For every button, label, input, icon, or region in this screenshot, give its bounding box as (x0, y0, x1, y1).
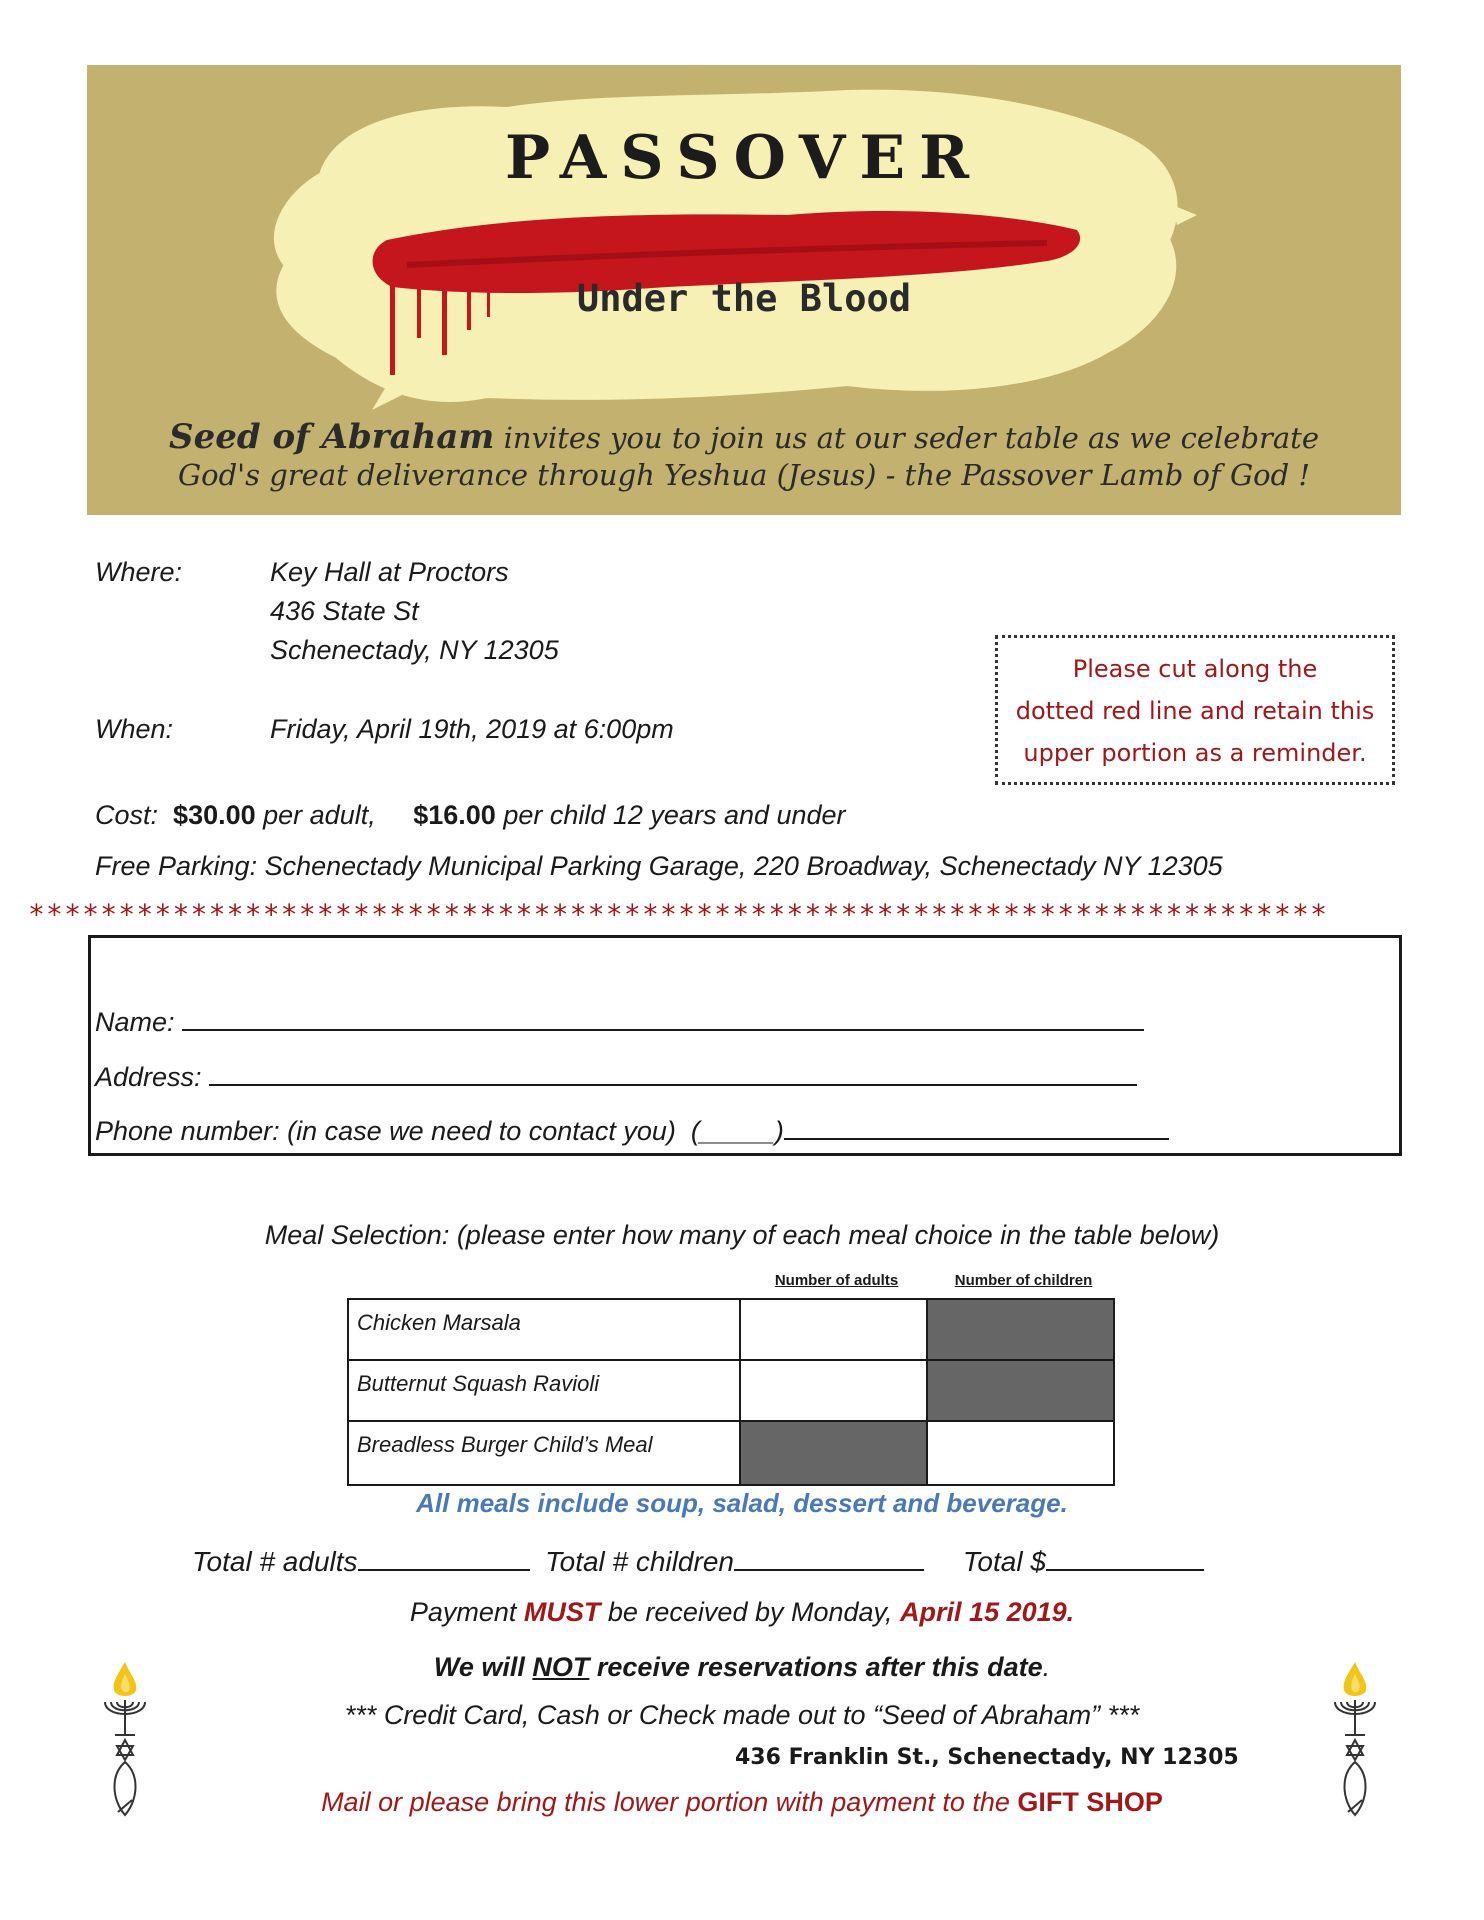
banner-title: PASSOVER (504, 123, 983, 193)
deadline-period: . (1042, 1652, 1051, 1682)
total-children-field[interactable] (734, 1543, 924, 1571)
payment-deadline (0, 1597, 1484, 1628)
messianic-seal-icon (100, 1660, 150, 1820)
no-late-reservations (0, 1652, 1484, 1683)
meal-name: Breadless Burger Child’s Meal (348, 1421, 740, 1485)
cut-note-line-3: upper portion as a reminder. (1023, 739, 1367, 767)
column-header-children: Number of children (954, 1272, 1093, 1289)
when-label: When: (95, 714, 174, 744)
unavailable-cell (927, 1360, 1114, 1421)
total-adults-label: Total # adults (192, 1546, 358, 1577)
child-price-suffix: per child 12 years and under (495, 800, 846, 830)
total-dollars-field[interactable] (1046, 1543, 1204, 1571)
cost-label: Cost: (95, 800, 159, 830)
cost-line (95, 800, 846, 831)
passover-banner (87, 65, 1401, 515)
adults-count-cell[interactable] (740, 1299, 927, 1360)
payment-period: . (1066, 1597, 1075, 1627)
meal-name: Butternut Squash Ravioli (348, 1360, 740, 1421)
meal-selection-table (347, 1298, 1115, 1486)
payment-prefix: Payment (409, 1597, 524, 1627)
cut-instruction-note (995, 635, 1395, 785)
mail-text: Mail or please bring this lower portion with payment to the (321, 1787, 1018, 1817)
venue-street: 436 State St (270, 596, 419, 626)
meals-include-note: All meals include soup, salad, dessert and beverage. (416, 1488, 1068, 1518)
phone-label: Phone number: (in case we need to contact you) (95, 1116, 676, 1146)
banner-invitation-line-1 (87, 417, 1401, 457)
cut-note-line-1: Please cut along the (1072, 655, 1318, 683)
address-field[interactable] (209, 1058, 1137, 1086)
column-header-adults: Number of adults (774, 1272, 899, 1289)
unavailable-cell (740, 1421, 927, 1485)
payment-methods: *** Credit Card, Cash or Check made out to “Seed of Abraham” *** (344, 1700, 1140, 1730)
gift-shop: GIFT SHOP (1017, 1787, 1163, 1817)
venue-name: Key Hall at Proctors (270, 557, 509, 587)
parking-info: Free Parking: Schenectady Municipal Parking Garage, 220 Broadway, Schenectady NY 12305 (95, 851, 1223, 881)
table-row (348, 1360, 1114, 1421)
payment-middle: be received by Monday, (600, 1597, 901, 1627)
deadline-we-will: We will (433, 1652, 533, 1682)
name-row (95, 1003, 1144, 1038)
name-field[interactable] (182, 1003, 1144, 1031)
phone-row (95, 1112, 1169, 1147)
deadline-rest: receive reservations after this date (589, 1652, 1043, 1682)
meal-selection-heading: Meal Selection: (please enter how many of each meal choice in the table below) (264, 1220, 1220, 1250)
adult-price-suffix: per adult, (255, 800, 376, 830)
adult-price: $30.00 (173, 800, 256, 830)
cut-note-line-2: dotted red line and retain this (1015, 697, 1375, 725)
phone-number-field[interactable] (784, 1112, 1169, 1140)
mail-instructions (0, 1787, 1484, 1818)
cut-line: ************************************************************************ (28, 898, 1329, 931)
name-label: Name: (95, 1007, 175, 1037)
payment-date: April 15 2019 (900, 1597, 1067, 1627)
child-price: $16.00 (413, 800, 496, 830)
address-row (95, 1058, 1137, 1093)
banner-invitation-line-2: God's great deliverance through Yeshua (Jesus) - the Passover Lamb of God ! (177, 458, 1311, 492)
deadline-not: NOT (532, 1652, 590, 1682)
total-dollars-label: Total $ (962, 1546, 1046, 1577)
where-label: Where: (95, 557, 183, 587)
banner-subtitle: Under the Blood (576, 277, 912, 320)
table-row (348, 1421, 1114, 1485)
organization-name: Seed of Abraham (169, 417, 495, 457)
total-children-label: Total # children (545, 1546, 734, 1577)
invitation-text: invites you to join us at our seder table as we celebrate (494, 421, 1319, 455)
venue-city: Schenectady, NY 12305 (270, 635, 559, 665)
address-label: Address: (95, 1062, 202, 1092)
unavailable-cell (927, 1299, 1114, 1360)
total-adults-field[interactable] (358, 1543, 530, 1571)
payment-must: MUST (523, 1597, 601, 1627)
totals-row (192, 1543, 1204, 1578)
event-datetime: Friday, April 19th, 2019 at 6:00pm (270, 714, 674, 744)
messianic-seal-icon (1330, 1660, 1380, 1820)
table-row (348, 1299, 1114, 1360)
phone-area-code-field[interactable]: (_____) (690, 1116, 784, 1146)
children-count-cell[interactable] (927, 1421, 1114, 1485)
mailing-address: 436 Franklin St., Schenectady, NY 12305 (735, 1745, 1239, 1770)
adults-count-cell[interactable] (740, 1360, 927, 1421)
meal-name: Chicken Marsala (348, 1299, 740, 1360)
